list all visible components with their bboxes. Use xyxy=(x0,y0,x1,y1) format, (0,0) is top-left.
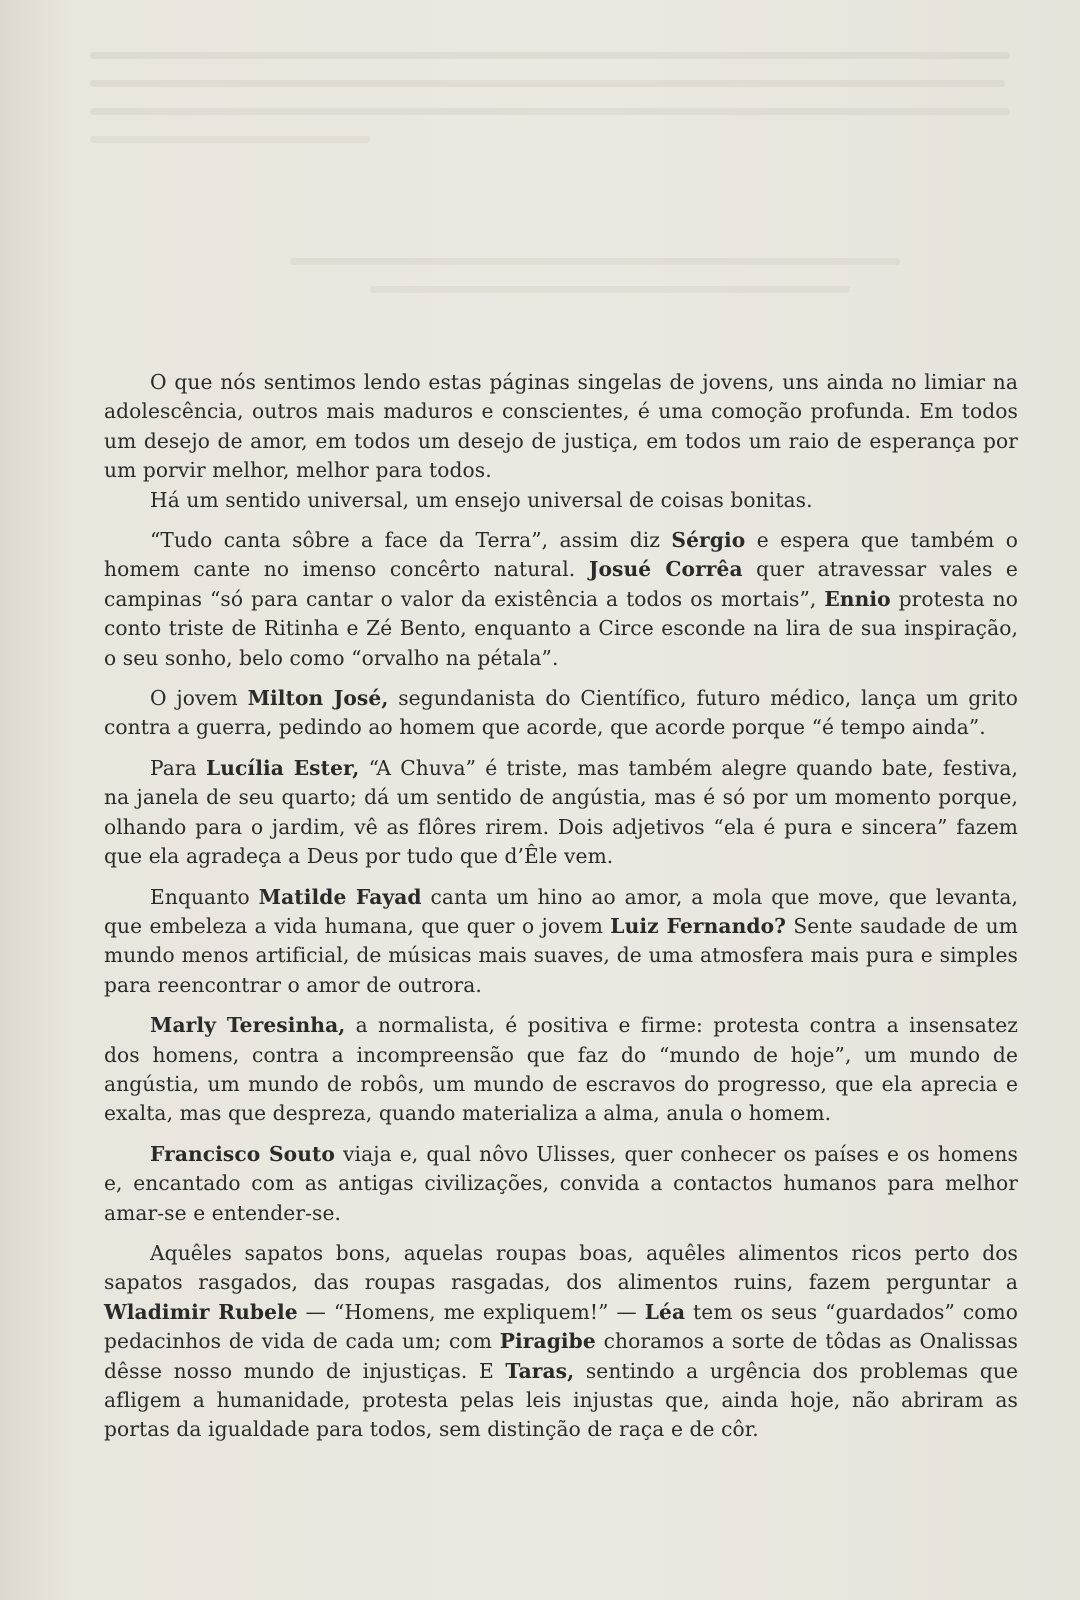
text-run: Enquanto xyxy=(150,884,259,909)
page-body-text xyxy=(104,368,1018,1456)
text-run: viaja e, qual nôvo Ulisses, quer conhecer os países e os homens e, encantado com as antigas civilizações, convida a contactos humanos para melhor amar-se e entender-se. xyxy=(104,1141,1018,1225)
paragraph xyxy=(104,486,1018,515)
text-run: choramos a sorte de tôdas as Onalissas dêsse nosso mundo de injustiças. E xyxy=(104,1329,1018,1383)
text-run: Para xyxy=(150,755,206,780)
bold-name: Luiz Fernando? xyxy=(610,913,787,938)
bold-name: Lucília Ester, xyxy=(205,755,360,780)
text-run: tem os seus “guardados” como pedacinhos de vida de cada um; com xyxy=(104,1299,1018,1354)
paragraph xyxy=(104,754,1018,872)
text-run: “Tudo canta sôbre a face da Terra”, assim diz xyxy=(150,528,672,553)
bold-name: Léa xyxy=(644,1299,686,1324)
text-run: O jovem xyxy=(150,686,248,711)
paragraph xyxy=(104,883,1018,1001)
text-run: — “Homens, me expliquem!” — xyxy=(297,1299,645,1324)
bold-name: Wladimir Rubele xyxy=(104,1299,298,1324)
text-run: a normalista, é positiva e firme: protesta contra a insensatez dos homens, contra a incompreensão que faz do “mundo de hoje”, um mundo de angústia, um mundo de robôs, um mundo de escravos do progresso, que ela aprecia e exalta, mas que despreza, quando materializa a alma, anula o homem. xyxy=(104,1013,1018,1126)
bold-name: Marly Teresinha, xyxy=(150,1013,346,1038)
paragraph xyxy=(104,1011,1018,1129)
bold-name: Piragibe xyxy=(499,1329,596,1354)
text-run: protesta no conto triste de Ritinha e Zé Bento, enquanto a Circe esconde na lira de sua inspiração, o seu sonho, belo como “orvalho na pétala”. xyxy=(104,586,1019,670)
bold-name: Sérgio xyxy=(671,528,746,553)
bold-name: Josué Corrêa xyxy=(588,557,743,582)
paragraph xyxy=(104,368,1018,486)
bold-name: Francisco Souto xyxy=(150,1141,335,1166)
text-run: Sente saudade de um mundo menos artificial, de músicas mais suaves, de uma atmosfera mais pura e simples para reencontrar o amor de outrora. xyxy=(104,913,1018,997)
bold-name: Matilde Fayad xyxy=(258,884,422,909)
paragraph xyxy=(104,684,1018,743)
text-run: segundanista do Científico, futuro médico, lança um grito contra a guerra, pedindo ao homem que acorde, que acorde porque “é tempo ainda”. xyxy=(104,686,1018,740)
bold-name: Milton José, xyxy=(247,686,389,711)
text-run: quer atravessar vales e campinas “só para cantar o valor da existência a todos os mortais”, xyxy=(104,557,1018,611)
bold-name: Taras, xyxy=(505,1358,575,1383)
text-run: canta um hino ao amor, a mola que move, que levanta, que embeleza a vida humana, que quer o jovem xyxy=(104,884,1018,938)
paragraph xyxy=(104,1140,1018,1228)
text-run: e espera que também o homem cante no imenso concêrto natural. xyxy=(104,528,1018,582)
text-run: Há um sentido universal, um ensejo universal de coisas bonitas. xyxy=(150,487,813,512)
paragraph xyxy=(104,526,1018,673)
bold-name: Ennio xyxy=(824,586,891,611)
text-run: O que nós sentimos lendo estas páginas singelas de jovens, uns ainda no limiar na adolescência, outros mais maduros e conscientes, é uma comoção profunda. Em todos um desejo de amor, em todos um desejo de justiça, em todos um raio de esperança por um porvir melhor, melhor para todos. xyxy=(104,370,1018,483)
paragraph xyxy=(104,1239,1018,1445)
text-run: sentindo a urgência dos problemas que afligem a humanidade, protesta pelas leis injustas que, ainda hoje, não abriram as portas da igualdade para todos, sem distinção de raça e de côr. xyxy=(104,1358,1018,1442)
text-run: Aquêles sapatos bons, aquelas roupas boas, aquêles alimentos ricos perto dos sapatos rasgados, das roupas rasgadas, dos alimentos ruins, fazem perguntar a xyxy=(104,1240,1018,1295)
text-run: “A Chuva” é triste, mas também alegre quando bate, festiva, na janela de seu quarto; dá um sentido de angústia, mas é só por um momento porque, olhando para o jardim, vê as flôres rirem. Dois adjetivos “ela é pura e sincera” fazem que ela agradeça a Deus por tudo que d’Êle vem. xyxy=(104,755,1019,869)
